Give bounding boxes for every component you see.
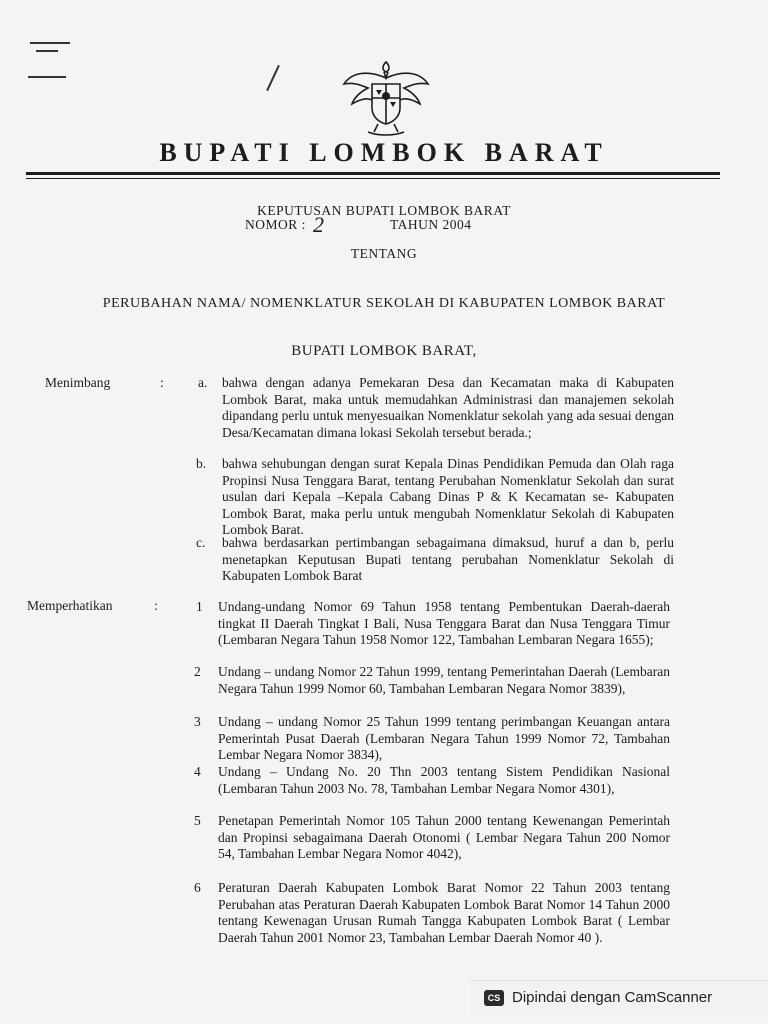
camscanner-label: Dipindai dengan CamScanner: [512, 989, 713, 1006]
decree-number-label: NOMOR :: [245, 217, 306, 232]
scan-mark: [30, 42, 70, 44]
decree-tentang: TENTANG: [350, 246, 418, 261]
camscanner-icon: CS: [484, 990, 504, 1006]
memperhatikan-marker: 1: [196, 599, 203, 614]
memperhatikan-item: Peraturan Daerah Kabupaten Lombok Barat Nomor 22 Tahun 2003 tentang Perubahan atas Peraturan Daerah Kabupaten Lombok Barat Nomor 14 Tahun 2000 tentang Kewenagan Urusan Rumah Tangga Kabupaten Lombok Barat ( Lembar Daerah Tahun 2001 Nomor 23, Tambahan Lembar Daerah Nomor 40 ).: [218, 880, 670, 945]
memperhatikan-marker: 5: [194, 813, 201, 828]
memperhatikan-item: Undang-undang Nomor 69 Tahun 1958 tentang Pembentukan Daerah-daerah tingkat II Daerah Tingkat I Bali, Nusa Tenggara Barat dan Nusa Tenggara Timur (Lembaran Negara Tahun 1958 Nomor 122, Tambahan Lembaran Negara 1655);: [218, 599, 670, 647]
decree-subject: PERUBAHAN NAMA/ NOMENKLATUR SEKOLAH DI KABUPATEN LOMBOK BARAT: [102, 296, 666, 311]
menimbang-item: bahwa berdasarkan pertimbangan sebagaimana dimaksud, huruf a dan b, perlu menetapkan Keputusan Bupati tentang perubahan Nomenklatur Sekolah di Kabupaten Lombok Barat: [222, 535, 674, 583]
memperhatikan-item: Undang – undang Nomor 25 Tahun 1999 tentang perimbangan Keuangan antara Pemerintah Pusat Daerah (Lembaran Negara Tahun 1999 Nomor 72, Tambahan Lembar Negara Nomor 3834),: [218, 714, 670, 762]
letterhead-rule: [26, 178, 720, 179]
decree-issuer: BUPATI LOMBOK BARAT,: [291, 343, 477, 359]
scan-mark: [36, 50, 58, 52]
decree-year: TAHUN 2004: [390, 217, 472, 232]
menimbang-colon: :: [160, 375, 164, 390]
menimbang-item: bahwa dengan adanya Pemekaran Desa dan Kecamatan maka di Kabupaten Lombok Barat, maka untuk memudahkan Administrasi dan manajemen sekolah dipandang perlu untuk menyesuaikan Nomenklatur sekolah yang ada sesuai dengan Desa/Kecamatan dimana lokasi Sekolah tersebut berada.;: [222, 375, 674, 440]
memperhatikan-item: Penetapan Pemerintah Nomor 105 Tahun 2000 tentang Kewenangan Pemerintah dan Propinsi sebagaimana Daerah Otonomi ( Lembar Negara Tahun 200 Nomor 54, Tambahan Lembar Negara Nomor 4042),: [218, 813, 670, 861]
menimbang-item: bahwa sehubungan dengan surat Kepala Dinas Pendidikan Pemuda dan Olah raga Propinsi Nusa Tenggara Barat, tentang Perubahan Nomenklatur Sekolah dan surat usulan dari Kepala –Kepala Cabang Dinas P & K Kecamatan se- Kabupaten Lombok Barat, maka perlu untuk mengubah Nomenklatur Sekolah di Kabupaten Lombok Barat.: [222, 456, 674, 537]
scan-mark: [28, 76, 66, 78]
memperhatikan-item: Undang – undang Nomor 22 Tahun 1999, tentang Pemerintahan Daerah (Lembaran Negara Tahun 1999 Nomor 60, Tambahan Lembaran Negara Nomor 3839),: [218, 664, 670, 696]
memperhatikan-marker: 6: [194, 880, 201, 895]
menimbang-marker: a.: [198, 375, 208, 390]
menimbang-marker: b.: [196, 456, 207, 471]
scan-mark: [266, 65, 280, 91]
memperhatikan-marker: 3: [194, 714, 201, 729]
menimbang-label: Menimbang: [45, 375, 111, 390]
memperhatikan-label: Memperhatikan: [27, 598, 113, 613]
letterhead-rule: [26, 172, 720, 175]
letterhead-title: BUPATI LOMBOK BARAT: [159, 138, 609, 167]
memperhatikan-marker: 2: [194, 664, 201, 679]
camscanner-badge: [470, 980, 768, 1014]
memperhatikan-item: Undang – Undang No. 20 Thn 2003 tentang Sistem Pendidikan Nasional (Lembaran Tahun 2003 No. 78, Tambahan Lembar Negara Nomor 4301),: [218, 764, 670, 796]
memperhatikan-colon: :: [154, 598, 158, 613]
menimbang-marker: c.: [196, 535, 206, 550]
decree-number-value: 2: [313, 212, 324, 237]
memperhatikan-marker: 4: [194, 764, 201, 779]
garuda-emblem-icon: [338, 52, 434, 136]
decree-title: KEPUTUSAN BUPATI LOMBOK BARAT: [257, 203, 511, 218]
